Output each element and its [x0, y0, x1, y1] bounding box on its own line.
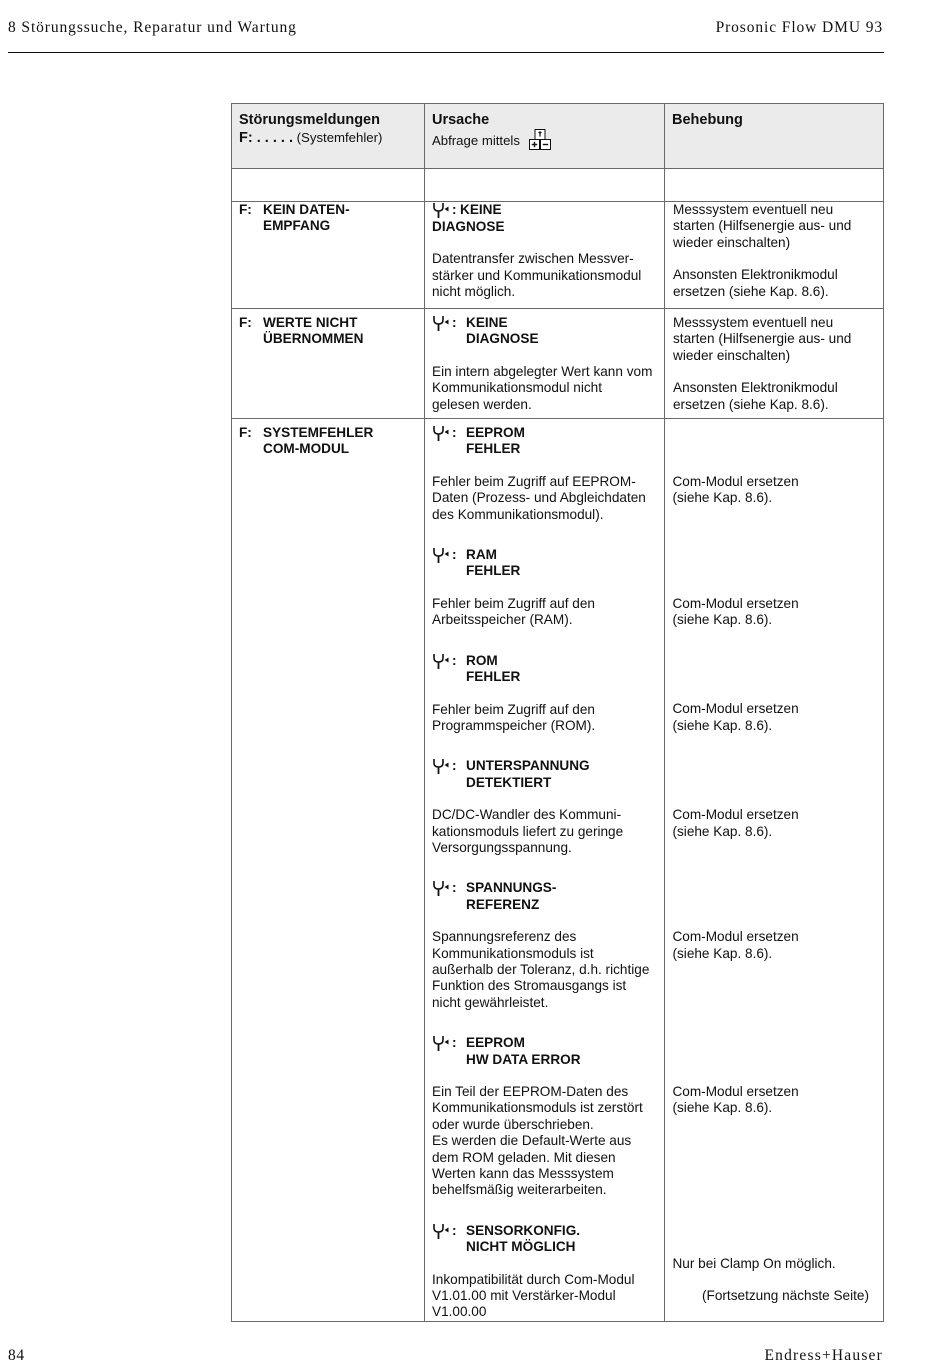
- diagnosis-item: [425, 1223, 883, 1321]
- fix-text: Com-Modul ersetzen (siehe Kap. 8.6).: [672, 807, 799, 839]
- fix-cell: [664, 758, 883, 856]
- product-title: Prosonic Flow DMU 93: [715, 19, 883, 36]
- cause-description: Fehler beim Zugriff auf den Programmspeicher (ROM).: [432, 701, 596, 733]
- diagnosis-text: EEPROM: [466, 425, 525, 441]
- diagnosis-key-icon: [432, 653, 450, 670]
- chapter-title: 8 Störungssuche, Reparatur und Wartung: [8, 19, 297, 36]
- diagnosis-line: : KEINE: [432, 202, 658, 219]
- diagnosis-text: FEHLER: [466, 563, 521, 579]
- diagnosis-text: NICHT MÖGLICH: [466, 1239, 576, 1255]
- diagnosis-item: [425, 758, 883, 856]
- page-number: 84: [8, 1347, 25, 1364]
- cause-description: Ein Teil der EEPROM-Daten des Kommunikationsmoduls ist zerstört oder wurde überschrieben. Es werden die Default-Werte aus dem ROM geladen. Mit diesen Werten kann das Messsystem behelfsmäßig weiterarbeiten.: [432, 1084, 643, 1198]
- diagnosis-item: [425, 653, 883, 735]
- header-cell-fix: [665, 104, 884, 169]
- cause-cell: [425, 653, 664, 735]
- message-line: WERTE NICHT: [263, 315, 358, 330]
- fix-text: Com-Modul ersetzen (siehe Kap. 8.6).: [672, 1083, 799, 1116]
- diagnosis-line: : UNTERSPANNUNG DETEKTIERT: [432, 758, 658, 791]
- table-header-row: [232, 104, 884, 169]
- error-prefix: F: . . . . .: [239, 130, 293, 146]
- diagnosis-text: SENSORKONFIG.: [466, 1222, 581, 1238]
- cause-description: Fehler beim Zugriff auf EEPROM- Daten (Prozess- und Abgleichdaten des Kommunikationsmodul).: [432, 473, 646, 522]
- diagnosis-line: : RAM FEHLER: [432, 547, 658, 580]
- diagnosis-item: [425, 547, 883, 629]
- column-title-messages: Störungsmeldungen: [239, 112, 380, 128]
- diagnosis-list: [425, 419, 883, 1321]
- cause-description: Ein intern abgelegter Wert kann vom Kommunikationsmodul nicht gelesen werden.: [432, 363, 653, 412]
- fix-cell: [664, 1223, 883, 1321]
- diagnosis-key-icon: [432, 315, 450, 332]
- fix-cell: [665, 309, 883, 418]
- diagnosis-text: FEHLER: [466, 669, 521, 685]
- fix-text: Messsystem eventuell neu starten (Hilfsenergie aus- und wieder einschalten): [673, 315, 852, 363]
- cause-description: Fehler beim Zugriff auf den Arbeitsspeicher (RAM).: [432, 595, 595, 628]
- fix-text: Ansonsten Elektronikmodul ersetzen (siehe Kap. 8.6).: [673, 380, 838, 412]
- diagnosis-text: HW DATA ERROR: [466, 1051, 581, 1067]
- cause-cell: [425, 425, 664, 523]
- diagnosis-text: REFERENZ: [466, 896, 540, 912]
- diagnosis-text: UNTERSPANNUNG: [466, 758, 590, 774]
- query-hint: Abfrage mittels: [432, 133, 520, 148]
- diagnosis-key-icon: [432, 880, 450, 897]
- error-message: F: WERTE NICHT ÜBERNOMMEN: [239, 315, 364, 347]
- continuation-note: (Fortsetzung nächste Seite): [702, 1288, 869, 1304]
- diagnosis-text: EEPROM: [466, 1035, 525, 1051]
- diagnosis-line: : ROM FEHLER: [432, 653, 658, 686]
- cause-description: Datentransfer zwischen Messver- stärker und Kommunikationsmodul nicht möglich.: [432, 251, 642, 300]
- diagnosis-text: RAM: [466, 547, 497, 563]
- fix-text: Com-Modul ersetzen (siehe Kap. 8.6).: [672, 473, 799, 506]
- message-line: KEIN DATEN-: [263, 202, 350, 217]
- fix-cell: [664, 547, 883, 629]
- error-table: [231, 103, 884, 1322]
- header-rule: [8, 52, 884, 53]
- fix-cell: [664, 1035, 883, 1199]
- fix-text: Com-Modul ersetzen (siehe Kap. 8.6).: [672, 929, 799, 961]
- fix-text: Messsystem eventuell neu starten (Hilfsenergie aus- und wieder einschalten): [673, 202, 852, 250]
- fix-cell: [664, 653, 883, 735]
- diagnosis-key-icon: [432, 425, 450, 442]
- diagnosis-line: : EEPROM HW DATA ERROR: [432, 1035, 658, 1068]
- diagnosis-item: [425, 425, 883, 523]
- cause-description: DC/DC-Wandler des Kommuni- kationsmoduls liefert zu geringe Versorgungsspannung.: [432, 807, 624, 855]
- diagnosis-text: SPANNUNGS-: [466, 880, 557, 896]
- message-line: SYSTEMFEHLER: [263, 425, 374, 441]
- diagnosis-item: [425, 1035, 883, 1199]
- cause-cell: [425, 758, 664, 856]
- diagnosis-key-icon: [432, 1035, 450, 1052]
- table-spacer-row: [232, 169, 884, 202]
- diagnosis-text: FEHLER: [466, 441, 521, 457]
- table-row: [232, 309, 884, 419]
- header-cell-cause: [425, 104, 665, 169]
- table-row: [232, 202, 884, 309]
- plus-minus-keypad-icon: [528, 129, 552, 151]
- diagnosis-line: DIAGNOSE: [432, 219, 505, 234]
- diagnosis-key-icon: [432, 1223, 450, 1240]
- column-title-fix: Behebung: [672, 112, 743, 128]
- brand-name: Endress+Hauser: [764, 1347, 883, 1364]
- fix-cell: [664, 880, 883, 1011]
- diagnosis-key-icon: [432, 758, 450, 775]
- error-message: F: SYSTEMFEHLER COM-MODUL: [239, 425, 374, 457]
- error-category: (Systemfehler): [296, 130, 383, 145]
- cause-cell: [425, 1223, 664, 1321]
- fix-cell: [664, 425, 883, 523]
- cause-cell: [425, 880, 664, 1011]
- error-message: F: KEIN DATEN- EMPFANG: [239, 202, 350, 234]
- message-line: EMPFANG: [263, 218, 331, 234]
- fix-text: Nur bei Clamp On möglich.: [672, 1255, 836, 1271]
- fix-cell: [665, 202, 883, 305]
- cause-description: Inkompatibilität durch Com-Modul V1.01.00 mit Verstärker-Modul V1.00.00: [432, 1271, 635, 1320]
- diagnosis-line: : EEPROM FEHLER: [432, 425, 658, 458]
- diagnosis-key-icon: [432, 202, 450, 219]
- diagnosis-line: : SENSORKONFIG. NICHT MÖGLICH: [432, 1223, 658, 1256]
- diagnosis-line: : SPANNUNGS- REFERENZ: [432, 880, 658, 913]
- diagnosis-text: DETEKTIERT: [466, 774, 552, 790]
- column-title-cause: Ursache: [432, 112, 490, 128]
- diagnosis-text: ROM: [466, 652, 498, 668]
- table-row: [232, 419, 884, 1322]
- message-line: ÜBERNOMMEN: [263, 331, 364, 347]
- fix-text: Com-Modul ersetzen (siehe Kap. 8.6).: [672, 701, 799, 733]
- fix-text: Ansonsten Elektronikmodul ersetzen (siehe Kap. 8.6).: [673, 267, 838, 299]
- cause-cell: [425, 202, 664, 306]
- header-cell-messages: [232, 104, 425, 169]
- cause-cell: [425, 1035, 664, 1199]
- diagnosis-line: : KEINE DIAGNOSE: [432, 315, 658, 348]
- cause-cell: [425, 309, 664, 418]
- fix-text: Com-Modul ersetzen (siehe Kap. 8.6).: [672, 595, 799, 628]
- cause-description: Spannungsreferenz des Kommunikationsmoduls ist außerhalb der Toleranz, d.h. richtige Funktion des Stromausgangs ist nicht gewährleistet.: [432, 929, 650, 1010]
- diagnosis-item: [425, 880, 883, 1011]
- diagnosis-key-icon: [432, 547, 450, 564]
- cause-cell: [425, 547, 664, 629]
- message-line: COM-MODUL: [263, 441, 350, 457]
